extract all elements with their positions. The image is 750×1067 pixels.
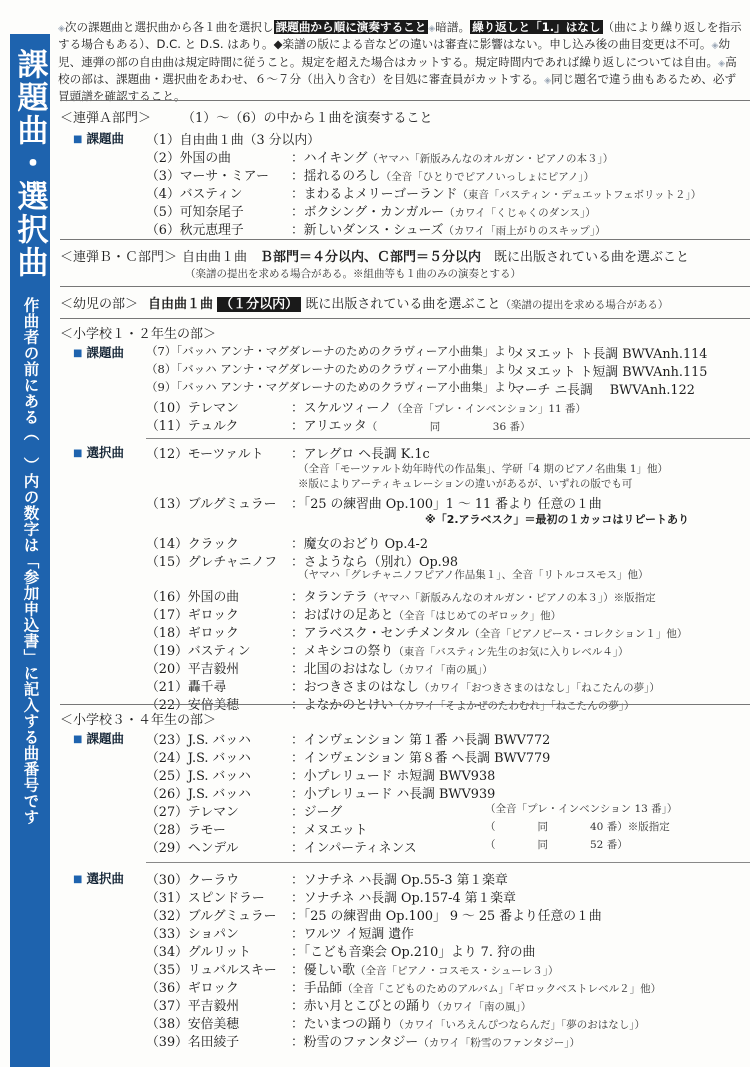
- piece-number: （7）「バッハ アンナ・マグダレーナのためのクラヴィーア小曲集」より: [146, 344, 518, 358]
- section-header: ＜連弾Ａ部門＞: [60, 111, 152, 126]
- piece-number: （35）リュバルスキー: [146, 963, 277, 978]
- piece-number: （9）「バッハ アンナ・マグダレーナのためのクラヴィーア小曲集」より: [146, 380, 518, 394]
- list-item: [60, 801, 750, 819]
- list-item: [60, 729, 750, 747]
- piece-source: （カワイ「雨上がりのスキップ」）: [443, 225, 606, 237]
- category-label: ■ 選択曲: [73, 443, 124, 461]
- section-header-tail: 自由曲１曲: [148, 297, 214, 312]
- piece-title: ：揺れるのろし: [291, 169, 381, 184]
- piece-title: ：魔女のおどり Op.4-2: [291, 537, 429, 552]
- piece-source: （ 同 40 番）※版指定: [485, 821, 670, 833]
- diamond-marker-icon: ◈: [428, 24, 436, 34]
- piece-number: （36）ギロック: [146, 981, 239, 996]
- piece-title: ：「25 の練習曲 Op.100」 9 ～ 25 番より任意の１曲: [291, 909, 602, 924]
- list-item: [60, 443, 750, 461]
- highlight-order: 課題曲から順に演奏すること: [275, 20, 427, 34]
- piece-number: （38）安倍美穂: [146, 1017, 240, 1032]
- section-header-tail: 既に出版されている曲を選ぶこと: [305, 297, 501, 312]
- list-item: [60, 586, 750, 604]
- list-item: [60, 533, 750, 551]
- piece-title: ：メキシコの祭り: [291, 644, 394, 659]
- piece-title: マーチ ニ長調 BWVAnh.122: [512, 383, 695, 398]
- list-item: [60, 905, 750, 923]
- piece-title: ：さようなら（別れ）Op.98: [291, 555, 459, 570]
- category-label: ■ 選択曲: [73, 869, 124, 887]
- list-item: [60, 959, 750, 977]
- piece-number: （33）ショパン: [146, 927, 239, 942]
- piece-source: （ヤマハ「新版みんなのオルガン・ピアノの本３」）※版指定: [367, 592, 656, 604]
- piece-title: ：よなかのとけい: [291, 698, 394, 713]
- piece-title: ：ソナチネ ハ長調 Op.55-3 第１楽章: [291, 873, 508, 888]
- piece-number: （10）テレマン: [146, 401, 239, 416]
- piece-title: メヌエット ト長調 BWVAnh.114: [512, 347, 708, 362]
- piece-source: （カワイ「おつきさまのはなし」「ねこたんの夢」）: [418, 682, 660, 694]
- piece-number: （11）テュルク: [146, 419, 239, 434]
- list-item: [60, 397, 750, 415]
- section-header-tail: 自由曲１曲: [182, 250, 261, 265]
- piece-number: （18）ギロック: [146, 626, 239, 641]
- section-note: （楽譜の提出を求める場合がある。※組曲等も１曲のみの演奏とする）: [185, 268, 521, 280]
- piece-number: （16）外国の曲: [146, 590, 240, 605]
- piece-title: ：おばけの足あと: [291, 608, 394, 623]
- list-item: [60, 941, 750, 959]
- intro-text-2: 暗譜。: [435, 20, 471, 34]
- piece-title: ：ソナチネ ハ長調 Op.157-4 第１楽章: [291, 891, 516, 906]
- piece-title: ：赤い月とこびとの踊り: [291, 999, 432, 1014]
- section-header: ＜小学校３・４年生の部＞: [60, 713, 217, 728]
- piece-source: （全音「ひとりでピアノいっしょにピアノ」）: [380, 171, 595, 183]
- list-item: [60, 869, 750, 887]
- piece-number: （4）バスティン: [146, 187, 243, 202]
- piece-title: ：小プレリュード ハ長調 BWV939: [291, 787, 496, 802]
- piece-title: ：「25 の練習曲 Op.100」1 ～ 11 番より 任意の１曲: [291, 497, 602, 512]
- piece-source: （全音「プレ・インベンション 13 番」）: [485, 803, 678, 815]
- piece-title: ：粉雪のファンタジー: [291, 1035, 419, 1050]
- section-header: ＜幼児の部＞: [60, 297, 139, 312]
- list-item: [60, 551, 750, 570]
- piece-title: ：メヌエット: [291, 823, 368, 838]
- diamond-marker-icon: ◈: [718, 58, 726, 69]
- piece-title: ：ハイキング: [291, 151, 368, 166]
- section-duet-a: [60, 100, 750, 237]
- piece-number: （19）バスティン: [146, 644, 251, 659]
- piece-source: （全音「プレ・インベンション」11 番）: [391, 403, 587, 415]
- piece-note: ※版によりアーティキュレーションの違いがあるが、いずれの版でも可: [298, 478, 633, 490]
- highlight-repeat: 繰り返しと「1.」はなし: [472, 20, 601, 34]
- piece-number: （5）可知奈尾子: [146, 205, 244, 220]
- piece-number: （25）J.S. バッハ: [146, 769, 251, 784]
- section-grade-3-4: [60, 704, 750, 1049]
- section-header: ＜小学校１・２年生の部＞: [60, 327, 217, 342]
- piece-number: （2）外国の曲: [146, 151, 231, 166]
- section-header: ＜連弾Ｂ・Ｃ部門＞: [60, 250, 178, 265]
- piece-number: （20）平吉毅州: [146, 662, 240, 677]
- piece-title: ：インヴェンション 第１番 ハ長調 BWV772: [291, 733, 551, 748]
- piece-title: ：アリエッタ: [291, 419, 367, 434]
- section-grade-1-2: [60, 318, 750, 712]
- piece-title: ：「こども音楽会 Op.210」より 7. 狩の曲: [291, 945, 536, 960]
- list-item: [60, 658, 750, 676]
- sidebar-note: 作曲者の前にある（ ）内の数字は「参加申込書」に記入する曲番号です: [21, 297, 40, 825]
- piece-number: （32）ブルグミュラー: [146, 909, 277, 924]
- piece-title: ：タランテラ: [291, 590, 368, 605]
- piece-source: （東音「バスティン先生のお気に入りレベル４」）: [393, 646, 629, 658]
- piece-number: （28）ラモー: [146, 823, 226, 838]
- piece-number: （31）スピンドラー: [146, 891, 265, 906]
- piece-title: ：ボクシング・カンガルー: [291, 205, 444, 220]
- piece-title: ：優しい歌: [291, 963, 355, 978]
- piece-title: ：アレグロ ヘ長調 K.1c: [291, 447, 430, 462]
- piece-title: ：小プレリュード ホ短調 BWV938: [291, 769, 496, 784]
- list-item: [60, 379, 750, 397]
- piece-source: （ 同 52 番）: [485, 839, 628, 851]
- intro-text-3: （曲により繰り返しを指示する場合もある）、D.C. と D.S. はあり。◆楽譜の版による音などの違いは審査に影響はない。申し込み後の曲目変更は不可。: [58, 20, 742, 52]
- piece-title: ：ワルツ イ短調 遺作: [291, 927, 414, 942]
- piece-source: （全音「こどものためのアルバム」「ギロックベストレベル２」他）: [342, 983, 662, 995]
- piece-title: メヌエット ト短調 BWVAnh.115: [512, 365, 708, 380]
- diamond-marker-icon: ◈: [544, 75, 552, 86]
- piece-source: （カワイ「くじゃくのダンス」）: [444, 207, 596, 219]
- piece-number: （34）グルリット: [146, 945, 251, 960]
- intro-paragraph: [58, 20, 742, 104]
- list-item: [60, 1031, 750, 1049]
- section-preschool: [60, 286, 750, 313]
- piece-number: （21）轟千尋: [146, 680, 227, 695]
- list-item: [60, 201, 750, 219]
- piece-number: （6）秋元恵理子: [146, 223, 244, 238]
- piece-title: ：ジーグ: [291, 805, 343, 820]
- piece-number: （24）J.S. バッハ: [146, 751, 251, 766]
- diamond-marker-icon: ◈: [711, 41, 719, 52]
- list-item: [60, 415, 750, 433]
- intro-text-4: 幼児、連弾の部の自由曲は規定時間に従うこと。規定を超えた場合はカットする。規定時間内であれば繰り返しについては自由。: [58, 37, 731, 69]
- section-header-tail: （1）～（6）の中から１曲を演奏すること: [182, 111, 433, 126]
- piece-title: ：インヴェンション 第８番 ヘ長調 BWV779: [291, 751, 551, 766]
- piece-title: ：おつきさまのはなし: [291, 680, 419, 695]
- piece-source: （全音「はじめてのギロック」他）: [393, 610, 562, 622]
- piece-source: （カワイ「粉雪のファンタジー」）: [418, 1037, 581, 1049]
- piece-number: （29）ヘンデル: [146, 841, 239, 856]
- piece-number: （3）マーサ・ミアー: [146, 169, 269, 184]
- piece-source: （全音「ピアノ・コスモス・シューレ３」）: [354, 965, 559, 977]
- category-label: ■ 課題曲: [73, 129, 124, 147]
- sidebar-title: 課題曲・選択曲: [11, 48, 48, 279]
- sidebar: [10, 34, 50, 1067]
- list-item: [60, 765, 750, 783]
- category-label: ■ 課題曲: [73, 729, 124, 747]
- list-item: [60, 837, 750, 855]
- piece-source: （東音「バスティン・デュエットフェボリット２」）: [457, 189, 702, 201]
- piece-number: （37）平吉毅州: [146, 999, 240, 1014]
- intro-text-5: 高校の部は、課題曲・選択曲をあわせ、６～７分（出入り含む）を目処に審査員がカットする。: [58, 54, 737, 86]
- piece-number: （39）名田綾子: [146, 1035, 240, 1050]
- piece-source: （ヤマハ「新版みんなのオルガン・ピアノの本３」）: [367, 153, 614, 165]
- piece-number: （22）安倍美穂: [146, 698, 240, 713]
- list-item: [60, 640, 750, 658]
- piece-title: ：手品師: [291, 981, 343, 996]
- list-item: [60, 493, 750, 511]
- piece-source: （カワイ「南の風」）: [393, 664, 493, 676]
- piece-number: （1）自由曲１曲（3 分以内）: [146, 133, 320, 148]
- piece-title: ：インパーティネンス: [291, 841, 417, 856]
- piece-number: （15）グレチャニノフ: [146, 555, 278, 570]
- list-item: [60, 165, 750, 183]
- piece-number: （27）テレマン: [146, 805, 239, 820]
- piece-title: ：北国のおはなし: [291, 662, 394, 677]
- diamond-marker-icon: ◈: [58, 24, 65, 34]
- list-item: [60, 219, 750, 237]
- list-item: [60, 923, 750, 941]
- piece-number: （14）クラック: [146, 537, 239, 552]
- list-item: [60, 977, 750, 995]
- piece-source: （ 同 36 番）: [366, 421, 531, 433]
- list-item: [60, 887, 750, 905]
- list-item: [60, 147, 750, 165]
- list-item: [60, 783, 750, 801]
- repeat-note: ※「2.アラベスク」＝最初の１カッコはリピートあり: [425, 513, 689, 526]
- category-label: ■ 課題曲: [73, 343, 124, 361]
- piece-title: ：新しいダンス・シューズ: [291, 223, 444, 238]
- piece-number: （12）モーツァルト: [146, 447, 264, 462]
- intro-text-1: 次の課題曲と選択曲から各１曲を選択し: [64, 20, 274, 34]
- time-limit: Ｂ部門＝４分以内、Ｃ部門＝５分以内: [260, 250, 482, 265]
- list-item: [60, 183, 750, 201]
- piece-number: （8）「バッハ アンナ・マグダレーナのためのクラヴィーア小曲集」より: [146, 362, 518, 376]
- piece-number: （23）J.S. バッハ: [146, 733, 251, 748]
- piece-number: （17）ギロック: [146, 608, 239, 623]
- list-item: [60, 1013, 750, 1031]
- section-note: （楽譜の提出を求める場合がある）: [500, 299, 669, 311]
- section-duet-bc: [60, 239, 750, 284]
- list-item: [60, 747, 750, 765]
- list-item: [60, 361, 750, 379]
- piece-source: （カワイ「南の風」）: [431, 1001, 532, 1013]
- piece-number: （13）ブルグミュラー: [146, 497, 277, 512]
- piece-title: ：たいまつの踊り: [291, 1017, 394, 1032]
- piece-number: （30）クーラウ: [146, 873, 240, 888]
- list-item: [60, 819, 750, 837]
- list-item: [60, 995, 750, 1013]
- piece-number: （26）J.S. バッハ: [146, 787, 251, 802]
- piece-title: ：アラベスク・センチメンタル: [291, 626, 470, 641]
- time-limit-box: （１分以内）: [217, 297, 301, 312]
- piece-source: （ヤマハ「グレチャニノフピアノ作品集１」、全音「リトルコスモス」他）: [298, 569, 649, 581]
- intro-text-6: 同じ題名で違う曲もあるため、必ず冒頭譜を確認すること。: [58, 71, 737, 104]
- piece-source: （全音「モーツァルト幼年時代の作品集」、学研「4 期のピアノ名曲集 1」他）: [298, 463, 668, 475]
- list-item: [60, 343, 750, 361]
- list-item: [60, 676, 750, 694]
- piece-source: （全音「ピアノピース・コレクション１」他）: [469, 628, 688, 640]
- piece-source: （カワイ「いろえんぴつならんだ」「夢のおはなし」）: [393, 1019, 646, 1031]
- list-item: [60, 622, 750, 640]
- piece-title: ：まわるよメリーゴーランド: [291, 187, 458, 202]
- piece-title: ：スケルツィーノ: [291, 401, 392, 416]
- section-header-tail: 既に出版されている曲を選ぶこと: [481, 250, 690, 265]
- list-item: [60, 604, 750, 622]
- piece-source: （カワイ「そよかぜのたわむれ」「ねこたんの夢」）: [393, 700, 635, 712]
